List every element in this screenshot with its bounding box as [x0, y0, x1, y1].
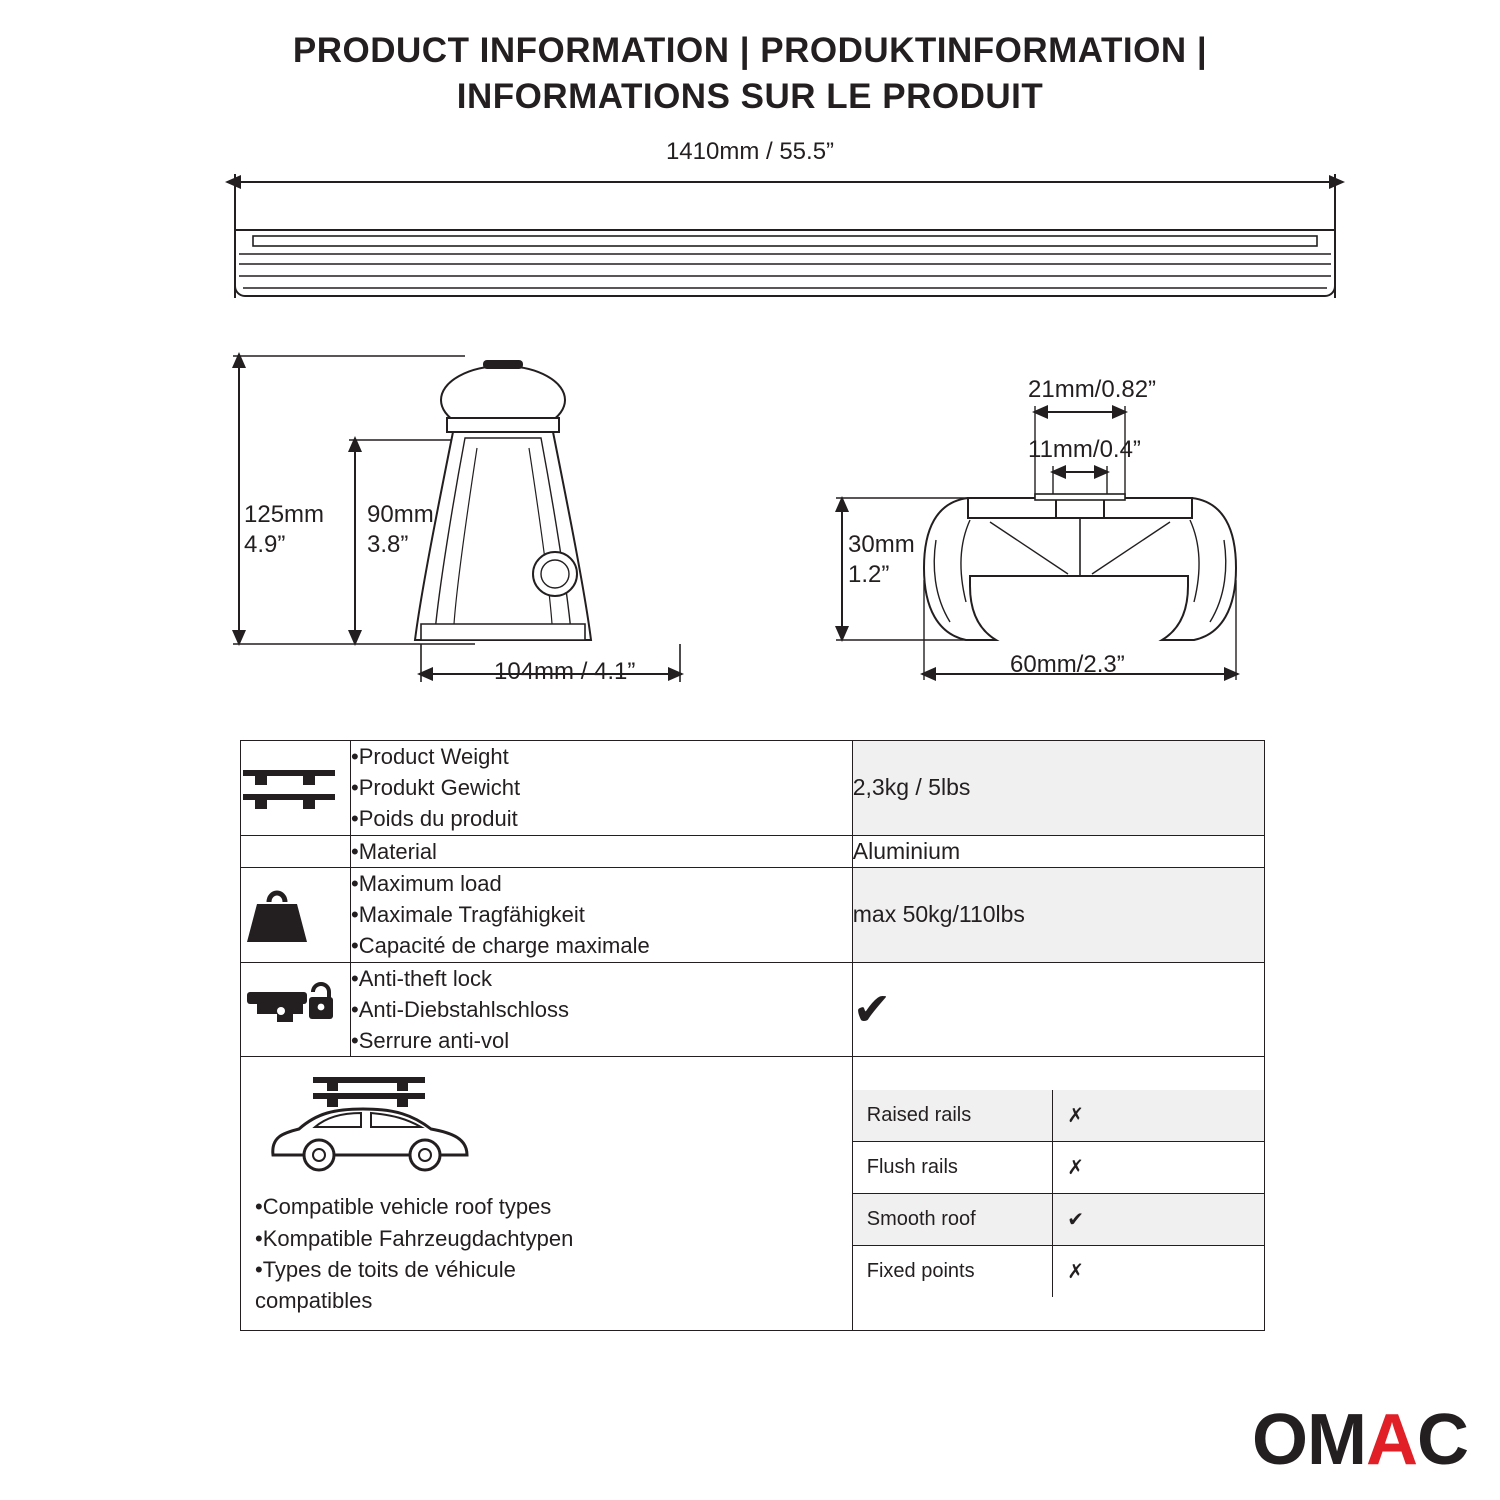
page-title-line2: INFORMATIONS SUR LE PRODUIT — [456, 77, 1044, 117]
lock-icon — [241, 962, 351, 1057]
bar-length-label: 1410mm / 55.5” — [665, 138, 835, 165]
table-row — [241, 741, 1265, 836]
foot-total-height-label — [244, 500, 324, 560]
material-icon-empty — [241, 835, 351, 867]
page-title — [0, 28, 1500, 120]
crossbar-side-view-drawing — [225, 168, 1345, 338]
table-row — [241, 1057, 1265, 1331]
label-line: •Capacité de charge maximale — [351, 933, 650, 959]
logo-text-accent: A — [1366, 1400, 1417, 1480]
roof-type-mark-cross-icon: ✗ — [1053, 1246, 1264, 1298]
profile-width-label: 60mm/2.3” — [1010, 651, 1125, 678]
table-row — [853, 1194, 1264, 1246]
profile-slot-outer-label: 21mm/0.82” — [1028, 376, 1157, 403]
weight-icon — [241, 867, 351, 962]
roof-type-mark-cross-icon: ✗ — [1053, 1142, 1264, 1194]
roof-type-name: Flush rails — [853, 1142, 1053, 1194]
label-line: •Anti-Diebstahlschloss — [351, 996, 570, 1022]
profile-height-label — [848, 530, 915, 590]
material-value: Aluminium — [852, 835, 1264, 867]
table-row — [241, 867, 1265, 962]
logo-text-dark2: C — [1417, 1400, 1468, 1480]
table-row — [241, 962, 1265, 1057]
weight-icon-svg — [241, 884, 313, 946]
label-line: •Maximale Tragfähigkeit — [351, 902, 585, 928]
label-line: •Serrure anti-vol — [351, 1028, 510, 1054]
foot-inner-height-mm: 90mm — [367, 501, 434, 528]
table-row — [241, 835, 1265, 867]
label-line: •Types de toits de véhicule — [255, 1256, 516, 1282]
roof-types-labels — [255, 1191, 842, 1316]
roof-types-sub-table — [853, 1090, 1264, 1297]
roof-type-name: Smooth roof — [853, 1194, 1053, 1246]
omac-logo — [1252, 1400, 1468, 1480]
anti-theft-labels — [351, 962, 853, 1057]
label-line: compatibles — [255, 1288, 373, 1314]
max-load-labels — [351, 867, 853, 962]
foot-total-height-in: 4.9” — [244, 531, 286, 558]
profile-slot-inner-label: 11mm/0.4” — [1028, 436, 1141, 463]
label-line: •Poids du produit — [351, 806, 518, 832]
roof-type-name: Raised rails — [853, 1090, 1053, 1142]
product-weight-labels — [351, 741, 853, 836]
table-row — [853, 1142, 1264, 1194]
max-load-value: max 50kg/110lbs — [852, 867, 1264, 962]
check-icon: ✔ — [852, 983, 892, 1036]
crossbars-icon — [241, 741, 351, 836]
car-with-rack-icon-svg — [255, 1071, 485, 1181]
foot-inner-height-in: 3.8” — [367, 531, 409, 558]
label-line: •Kompatible Fahrzeugdachtypen — [255, 1225, 574, 1251]
foot-total-height-mm: 125mm — [244, 501, 325, 528]
roof-types-cell — [241, 1057, 853, 1331]
roof-types-matrix — [852, 1057, 1264, 1331]
table-row — [853, 1090, 1264, 1142]
roof-type-mark-cross-icon: ✗ — [1053, 1090, 1264, 1142]
label-line: •Compatible vehicle roof types — [255, 1194, 552, 1220]
crossbars-icon-svg — [241, 762, 337, 814]
specification-table — [240, 740, 1265, 1331]
product-weight-value: 2,3kg / 5lbs — [852, 741, 1264, 836]
label-line: •Maximum load — [351, 870, 502, 896]
table-row — [853, 1246, 1264, 1298]
profile-height-mm: 30mm — [848, 531, 915, 558]
logo-text-dark: OM — [1252, 1400, 1366, 1480]
label-line: •Product Weight — [351, 744, 509, 769]
profile-height-in: 1.2” — [848, 561, 890, 588]
label-line: •Anti-theft lock — [351, 965, 492, 991]
material-labels — [351, 835, 853, 867]
car-with-rack-icon — [255, 1071, 842, 1181]
anti-theft-value — [852, 962, 1264, 1057]
label-line: •Produkt Gewicht — [351, 775, 521, 801]
foot-inner-height-label — [367, 500, 434, 560]
foot-width-label: 104mm / 4.1” — [494, 658, 636, 685]
roof-type-name: Fixed points — [853, 1246, 1053, 1298]
label-line: •Material — [351, 838, 437, 864]
lock-icon-svg — [241, 980, 337, 1038]
roof-type-mark-check-icon: ✔ — [1053, 1194, 1264, 1246]
page-title-line1: PRODUCT INFORMATION | PRODUKTINFORMATION | — [292, 31, 1208, 70]
